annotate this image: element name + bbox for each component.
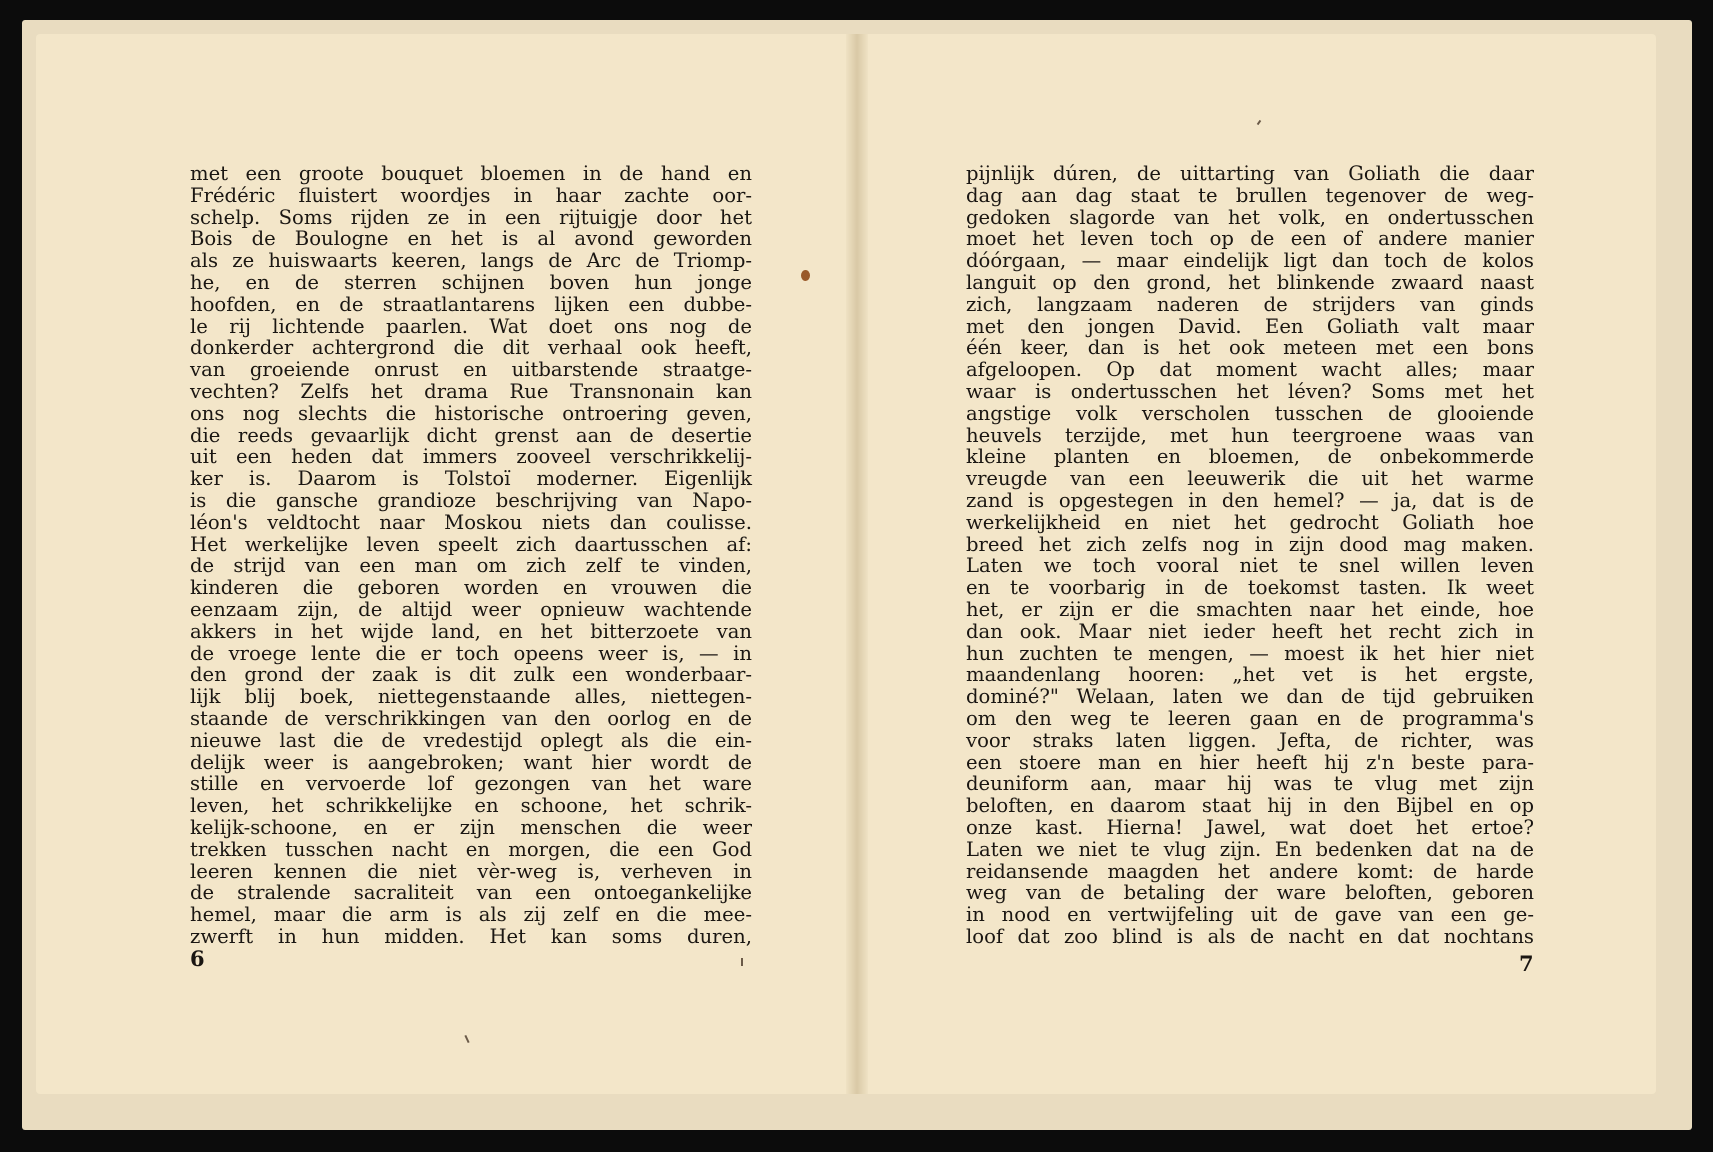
text-line: trekken tusschen nacht en morgen, die een God [190, 837, 752, 861]
text-line: kleine planten en bloemen, de onbekommerde [966, 445, 1534, 469]
left-page-text [190, 163, 752, 948]
text-line: hun zuchten te mengen, — moest ik het hier niet [966, 641, 1534, 665]
text-line: kinderen die geboren worden en vrouwen die [190, 576, 752, 600]
text-line: waar is ondertusschen het léven? Soms met het [966, 379, 1534, 403]
text-line: de stralende sacraliteit van een ontoegankelijke [190, 881, 752, 905]
text-line: den grond der zaak is dit zulk een wonderbaar- [190, 663, 752, 687]
text-line: van groeiende onrust en uitbarstende straatge- [190, 358, 752, 382]
text-line: zand is opgestegen in den hemel? — ja, dat is de [966, 488, 1534, 512]
right-page-number: 7 [1519, 951, 1534, 976]
text-line: pijnlijk dúren, de uittarting van Goliath die daar [966, 162, 1534, 185]
text-line: leven, het schrikkelijke en schoone, het schrik- [190, 794, 752, 818]
text-line: donkerder achtergrond die dit verhaal ook heeft, [190, 336, 752, 360]
text-line: het, er zijn er die smachten naar het einde, hoe [966, 597, 1534, 621]
text-line: loof dat zoo blind is als de nacht en dat nochtans [966, 924, 1534, 948]
text-line: Laten we niet te vlug zijn. En bedenken dat na de [966, 837, 1534, 861]
paper-stain [801, 270, 810, 281]
text-line: uit een heden dat immers zooveel verschrikkelij- [190, 445, 752, 469]
text-line: languit op den grond, het blinkende zwaard naast [966, 270, 1534, 294]
text-line: kelijk-schoone, en er zijn menschen die weer [190, 815, 752, 839]
text-line: delijk weer is aangebroken; want hier wordt de [190, 750, 752, 774]
text-line: maandenlang hooren: „het vet is het ergste, [966, 663, 1534, 687]
text-line: le rij lichtende paarlen. Wat doet ons nog de [190, 314, 752, 338]
text-line: akkers in het wijde land, en het bitterzoete van [190, 619, 752, 643]
text-line: beloften, en daarom staat hij in den Bijbel en op [966, 794, 1534, 818]
text-line: hemel, maar die arm is als zij zelf en die mee- [190, 903, 752, 927]
text-line: hoofden, en de straatlantarens lijken een dubbe- [190, 292, 752, 316]
text-line: met den jongen David. Een Goliath valt maar [966, 314, 1534, 338]
left-page-number: 6 [190, 946, 205, 971]
text-line: reidansende maagden het andere komt: de harde [966, 859, 1534, 883]
text-line: een stoere man en hier heeft hij z'n beste para- [966, 750, 1534, 774]
text-line: in nood en vertwijfeling uit de gave van een ge- [966, 903, 1534, 927]
text-line: gedoken slagorde van het volk, en ondertusschen [966, 205, 1534, 229]
text-line: deuniform aan, maar hij was te vlug met zijn [966, 772, 1534, 796]
text-line: Het werkelijke leven speelt zich daartusschen af: [190, 532, 752, 556]
text-line: staande de verschrikkingen van den oorlog en de [190, 706, 752, 730]
text-line: met een groote bouquet bloemen in de hand en [190, 162, 752, 185]
text-line: Frédéric fluistert woordjes in haar zachte oor- [190, 183, 752, 207]
text-line: afgeloopen. Op dat moment wacht alles; maar [966, 358, 1534, 382]
text-line: dóórgaan, — maar eindelijk ligt dan toch de kolos [966, 249, 1534, 273]
text-line: leeren kennen die niet vèr-weg is, verheven in [190, 859, 752, 883]
text-line: Bois de Boulogne en het is al avond geworden [190, 227, 752, 251]
text-line: één keer, dan is het ook meteen met een bons [966, 336, 1534, 360]
text-line: ons nog slechts die historische ontroering geven, [190, 401, 752, 425]
text-line: he, en de sterren schijnen boven hun jonge [190, 270, 752, 294]
text-line: vechten? Zelfs het drama Rue Transnonain kan [190, 379, 752, 403]
text-line: dan ook. Maar niet ieder heeft het recht zich in [966, 619, 1534, 643]
text-line: weg van de betaling der ware beloften, geboren [966, 881, 1534, 905]
text-line: nieuwe last die de vredestijd oplegt als die ein- [190, 728, 752, 752]
text-line: zwerft in hun midden. Het kan soms duren, [190, 924, 752, 948]
text-line: heuvels terzijde, met hun teergroene waas van [966, 423, 1534, 447]
text-line: die reeds gevaarlijk dicht grenst aan de desertie [190, 423, 752, 447]
text-line: angstige volk verscholen tusschen de glooiende [966, 401, 1534, 425]
text-line: werkelijkheid en niet het gedrocht Goliath hoe [966, 510, 1534, 534]
text-line: voor straks laten liggen. Jefta, de richter, was [966, 728, 1534, 752]
text-line: schelp. Soms rijden ze in een rijtuigje door het [190, 205, 752, 229]
text-line: als ze huiswaarts keeren, langs de Arc de Triomp- [190, 249, 752, 273]
text-line: Laten we toch vooral niet te snel willen leven [966, 554, 1534, 578]
text-line: de vroege lente die er toch opeens weer is, — in [190, 641, 752, 665]
text-line: eenzaam zijn, de altijd weer opnieuw wachtende [190, 597, 752, 621]
text-line: zich, langzaam naderen de strijders van ginds [966, 292, 1534, 316]
text-line: léon's veldtocht naar Moskou niets dan coulisse. [190, 510, 752, 534]
text-line: vreugde van een leeuwerik die uit het warme [966, 467, 1534, 491]
text-line: en te voorbarig in de toekomst tasten. Ik weet [966, 576, 1534, 600]
text-line: dominé?" Welaan, laten we dan de tijd gebruiken [966, 685, 1534, 709]
book-gutter [846, 34, 868, 1094]
right-page-text [966, 163, 1534, 948]
text-line: de strijd van een man om zich zelf te vinden, [190, 554, 752, 578]
paper-speck [741, 958, 743, 966]
text-line: breed het zich zelfs nog in zijn dood mag maken. [966, 532, 1534, 556]
text-line: is die gansche grandioze beschrijving van Napo- [190, 488, 752, 512]
text-line: om den weg te leeren gaan en de programma's [966, 706, 1534, 730]
text-line: onze kast. Hierna! Jawel, wat doet het ertoe? [966, 815, 1534, 839]
text-line: moet het leven toch op de een of andere manier [966, 227, 1534, 251]
text-line: stille en vervoerde lof gezongen van het ware [190, 772, 752, 796]
text-line: dag aan dag staat te brullen tegenover de weg- [966, 183, 1534, 207]
text-line: lijk blij boek, niettegenstaande alles, niettegen- [190, 685, 752, 709]
text-line: ker is. Daarom is Tolstoï moderner. Eigenlijk [190, 467, 752, 491]
